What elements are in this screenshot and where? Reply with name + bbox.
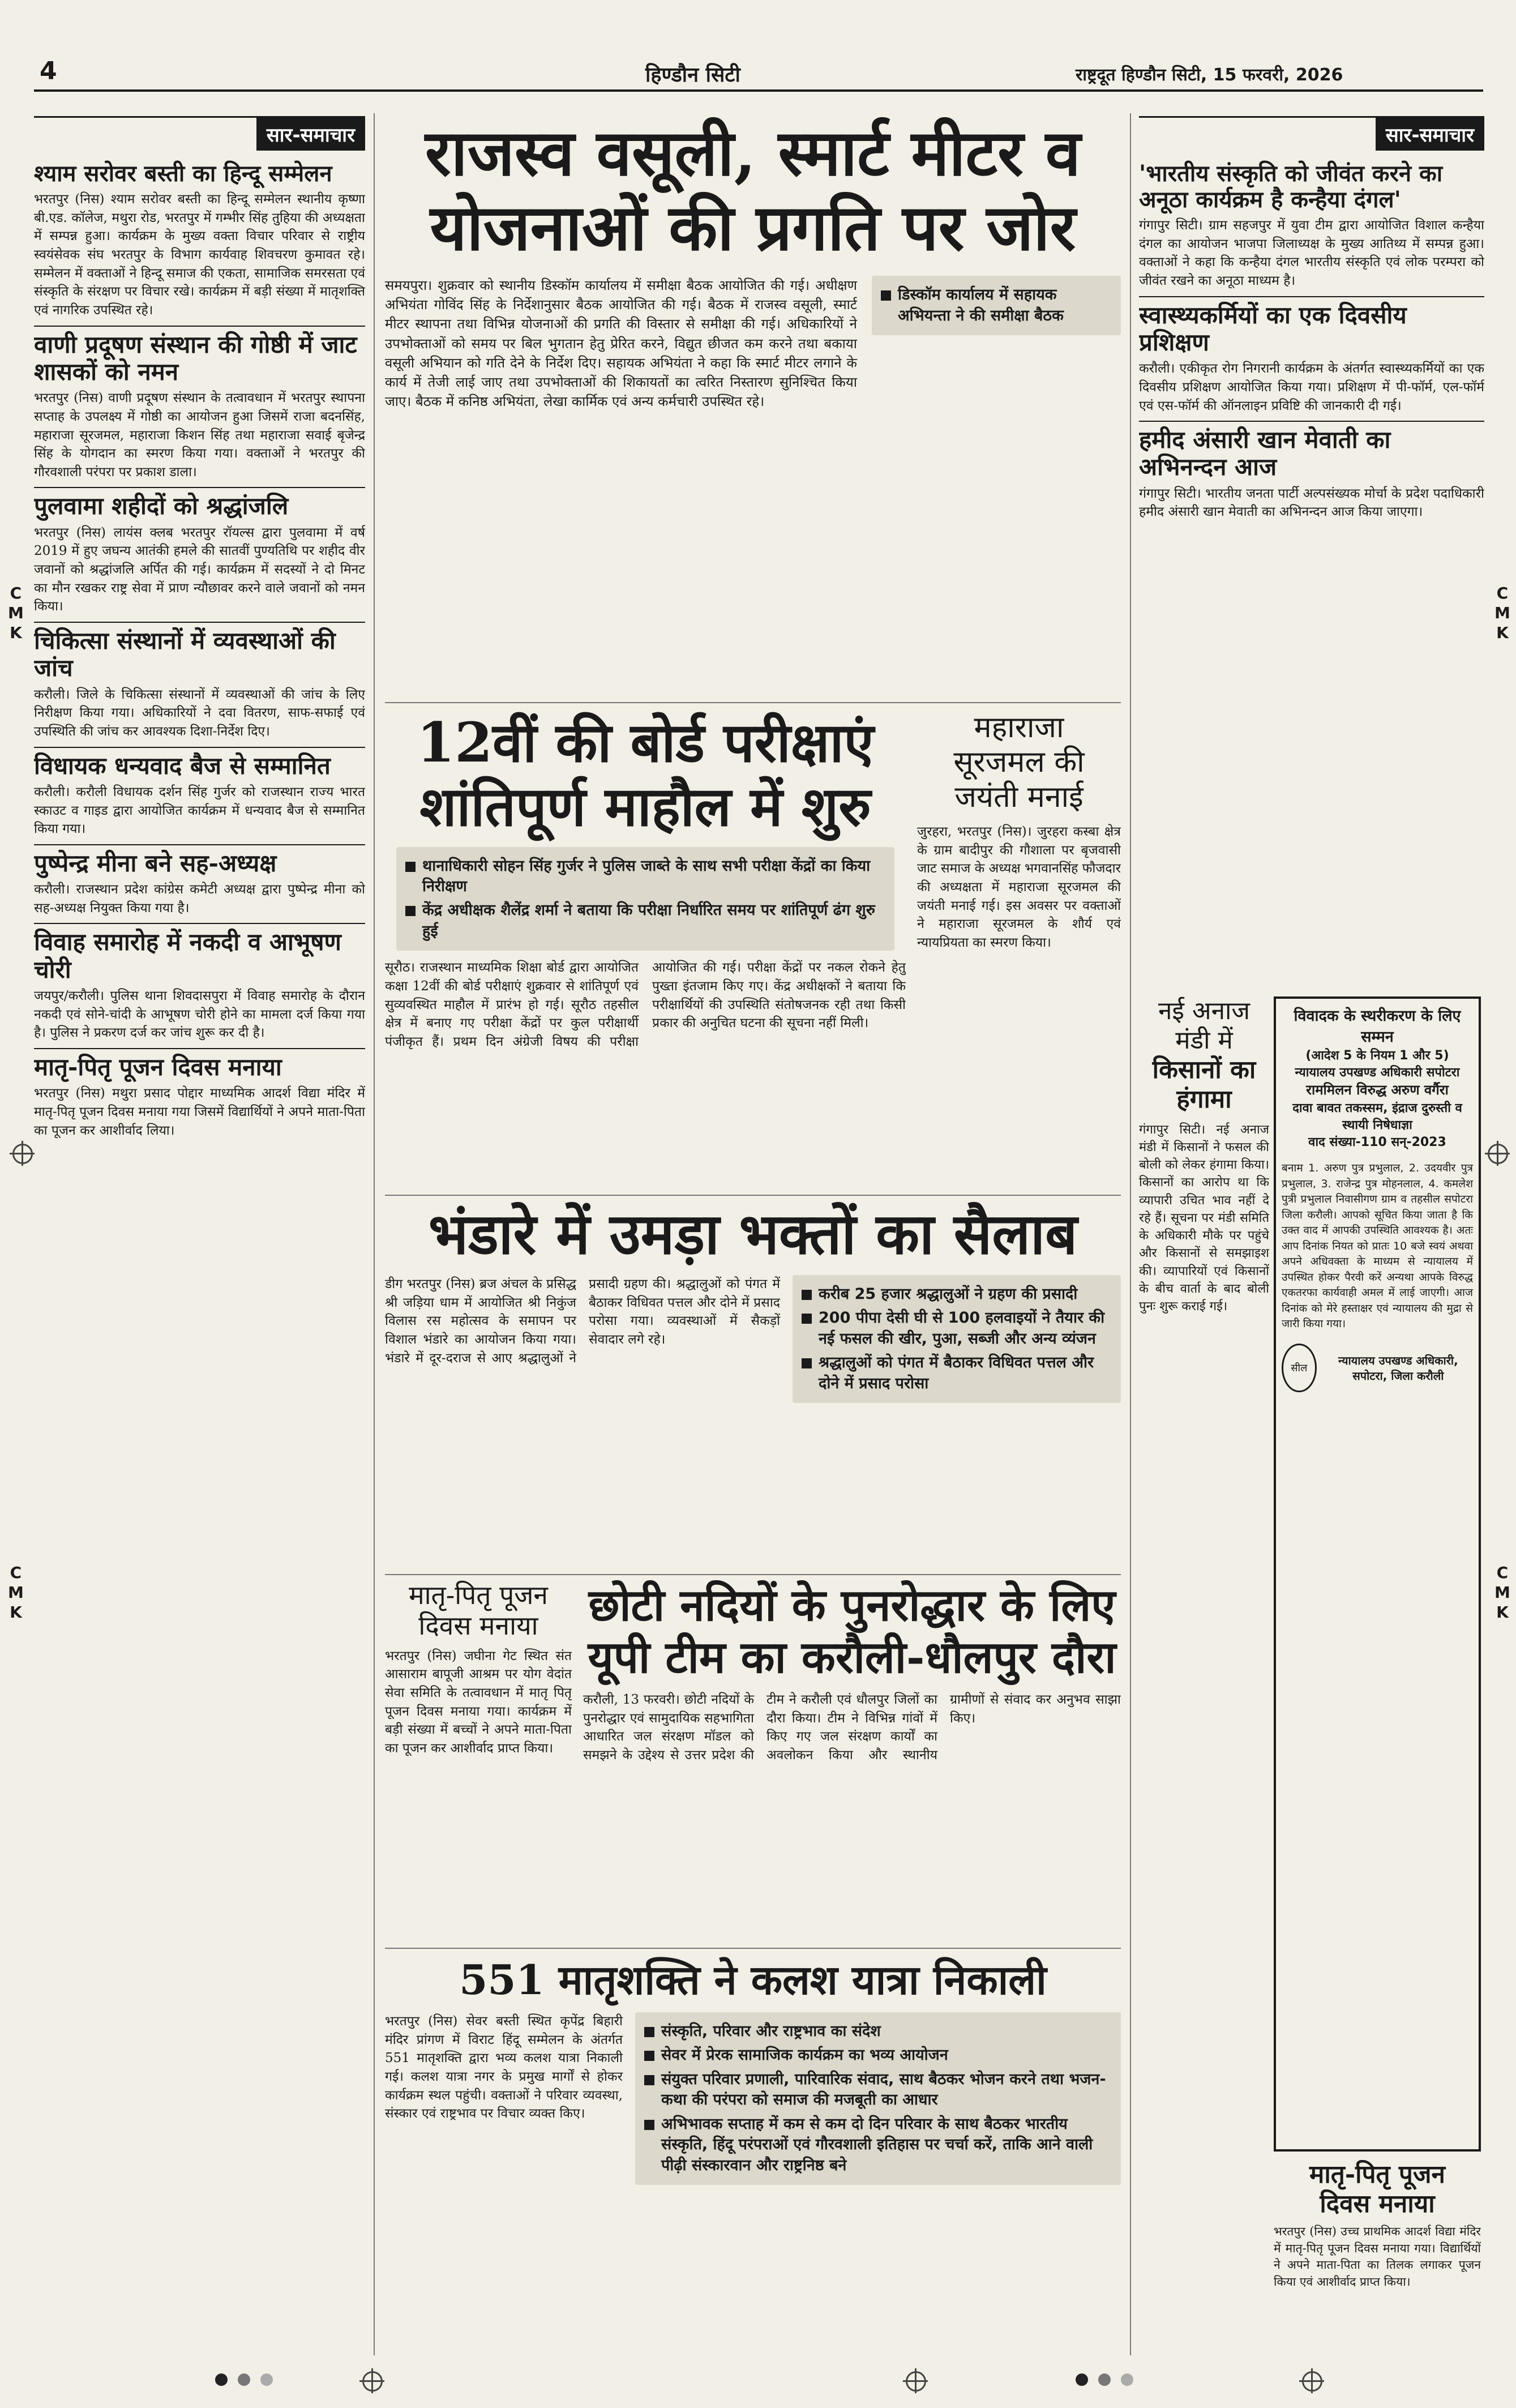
story-headline: पुलवामा शहीदों को श्रद्धांजलि <box>34 487 365 520</box>
rb-body: भरतपुर (निस) उच्च प्राथमिक आदर्श विद्या मंदिर में मातृ-पितृ पूजन दिवस मनाया गया। विद्यार्थियों ने अपने माता-पिता का तिलक लगाकर पूजन किया एवं आशीर्वाद प्राप्त किया। <box>1274 2224 1481 2289</box>
story-divider <box>385 1574 1121 1575</box>
story-body: गंगापुर सिटी। ग्राम सहजपुर में युवा टीम द्वारा आयोजित विशाल कन्हैया दंगल का आयोजन भाजपा जिलाध्यक्ष के मुख्य आतिथ्य में सम्पन्न हुआ। वक्ताओं ने कहा कि कन्हैया दंगल भारतीय संस्कृति एवं लोक परम्परा को जीवंत रखने का अनूठा माध्यम है। <box>1139 218 1484 288</box>
deck-item <box>802 1353 1112 1394</box>
color-dot <box>260 2373 273 2386</box>
color-dot <box>1076 2373 1088 2386</box>
story-headline: श्याम सरोवर बस्ती का हिन्दू सम्मेलन <box>34 160 332 187</box>
bhandara-headline: भंडारे में उमड़ा भक्तों का सैलाब <box>428 1200 1078 1267</box>
anaj-headline-line1: नई अनाज मंडी में <box>1158 996 1251 1055</box>
anaj-story <box>1139 996 1269 2355</box>
cmk-mark-right-lower: C M K <box>1494 1563 1510 1622</box>
matri-body: भरतपुर (निस) जघीना गेट स्थित संत आसाराम बापूजी आश्रम पर योग वेदांत सेवा समिति के तत्वावधान में मातृ पितृ पूजन दिवस मनाया गया। कार्यक्रम में बड़ी संख्या में बच्चों ने अपने माता-पिता का पूजन कर आशीर्वाद प्राप्त किया। <box>385 1648 572 1756</box>
bhandara-story <box>385 1200 1121 1568</box>
story <box>34 487 365 616</box>
story-body: भरतपुर (निस) मथुरा प्रसाद पोद्दार माध्यमिक आदर्श विद्या मंदिर में मातृ-पितृ पूजन दिवस मनाया गया जिसमें विद्यार्थियों ने अपने माता-पिता का पूजन कर आशीर्वाद लिया। <box>34 1086 365 1138</box>
deck-text: थानाधिकारी सोहन सिंह गुर्जर ने पुलिस जाब्ते के साथ सभी परीक्षा केंद्रों का किया निरीक्षण <box>422 857 871 895</box>
cmk-mark-right: C M K <box>1494 584 1510 642</box>
story <box>34 156 365 320</box>
registration-mark <box>906 2371 926 2392</box>
story-body: करौली। जिले के चिकित्सा संस्थानों में व्यवस्थाओं की जांच के लिए निरीक्षण किया गया। अधिकारियों ने दवा वितरण, साफ-सफाई एवं उपस्थिति की जांच कर आवश्यक दिशा-निर्देश दिए। <box>34 687 365 739</box>
story <box>34 1048 365 1140</box>
right-column <box>1139 116 1484 988</box>
deck-text: अभिभावक सप्ताह में कम से कम दो दिन परिवार के साथ बैठकर भारतीय संस्कृति, हिंदू परंपराओं एवं गौरवशाली इतिहास पर चर्चा करें, ताकि आने वाली पीढ़ी संस्कारवान और राष्ट्रनिष्ठ बने <box>661 2115 1093 2174</box>
deck-item <box>802 1284 1112 1304</box>
river-headline-line2: यूपी टीम का करौली-धौलपुर दौरा <box>588 1632 1116 1684</box>
notice-case: राममिलन विरुद्ध अरुण वर्गैरा <box>1306 1082 1449 1098</box>
story <box>1139 296 1484 416</box>
notice-subject: दावा बावत तकस्सम, इंद्राज दुरुस्ती व स्थायी निषेधाज्ञा <box>1292 1101 1462 1132</box>
color-dot <box>238 2373 250 2386</box>
jayanti-headline-line2: सूरजमल की <box>953 745 1085 780</box>
story-body: करौली। एकीकृत रोग निगरानी कार्यक्रम के अंतर्गत स्वास्थ्यकर्मियों का एक दिवसीय प्रशिक्षण आयोजित किया गया। प्रशिक्षण में पी-फॉर्म, एल-फॉर्म एवं एस-फॉर्म की ऑनलाइन प्रविष्टि की जानकारी दी गई। <box>1139 361 1484 413</box>
jayanti-story <box>917 711 1121 1186</box>
story-headline: स्वास्थ्यकर्मियों का एक दिवसीय प्रशिक्षण <box>1139 296 1484 357</box>
notice-body: बनाम 1. अरुण पुत्र प्रभुलाल, 2. उदयवीर पुत्र प्रभुलाल, 3. राजेन्द्र पुत्र मोहनलाल, 4. कमलेश पुत्री प्रभुलाल निवासीगण ग्राम व तहसील सपोटरा जिला करौली। आपको सूचित किया जाता है कि उक्त वाद में आपकी उपस्थिति आवश्यक है। अतः आप दिनांक नियत को प्रातः 10 बजे स्वयं अथवा अपने अधिवक्ता के माध्यम से न्यायालय में उपस्थित होकर पैरवी करें अन्यथा आपके विरुद्ध एकतरफा कार्यवाही अमल में लाई जाएगी। आज दिनांक को मेरे हस्ताक्षर एवं न्यायालय की मुद्रा से जारी किया गया। <box>1282 1162 1473 1331</box>
dateline: राष्ट्रदूत हिण्डौन सिटी, 15 फरवरी, 2026 <box>1076 65 1343 85</box>
column-divider <box>1130 113 1131 2355</box>
bullet-square-icon <box>881 290 891 301</box>
right-bottom-story <box>1274 2160 1481 2355</box>
story-headline: विवाह समारोह में नकदी व आभूषण चोरी <box>34 923 365 983</box>
registration-mark <box>1302 2371 1322 2392</box>
anaj-body: गंगापुर सिटी। नई अनाज मंडी में किसानों ने फसल की बोली को लेकर हंगामा किया। किसानों का आरोप था कि व्यापारी उचित भाव नहीं दे रहे हैं। सूचना पर मंडी समिति के अधिकारी मौके पर पहुंचे और किसानों से समझाइश की। व्यापारियों एवं किसानों के बीच वार्ता के बाद बोली पुनः शुरू कराई गई। <box>1139 1122 1269 1314</box>
cmk-mark-left: C M K <box>8 584 24 642</box>
deck-text: सेवर में प्रेरक सामाजिक कार्यक्रम का भव्य आयोजन <box>661 2046 948 2064</box>
kalash-story <box>385 1956 1121 2355</box>
bullet-square-icon <box>802 1290 812 1300</box>
story-headline: पुष्पेन्द्र मीना बने सह-अध्यक्ष <box>34 844 365 877</box>
matri-story <box>385 1580 572 1942</box>
story-divider <box>385 1948 1121 1949</box>
story-headline: चिकित्सा संस्थानों में व्यवस्थाओं की जांच <box>34 622 365 682</box>
story-headline: विधायक धन्यवाद बैज से सम्मानित <box>34 747 365 780</box>
bullet-square-icon <box>405 906 416 916</box>
rb-headline-line2: दिवस मनाया <box>1320 2189 1435 2218</box>
exam-deck <box>396 847 894 951</box>
page-number: 4 <box>40 57 57 85</box>
story <box>34 844 365 918</box>
masthead: हिण्डौन सिटी <box>645 63 740 87</box>
rb-headline-line1: मातृ-पितृ पूजन <box>1309 2160 1445 2189</box>
story-body: करौली। करौली विधायक दर्शन सिंह गुर्जर को राजस्थान राज्य भारत स्काउट व गाइड द्वारा आयोजित कार्यक्रम में धन्यवाद बैज से सम्मानित किया गया। <box>34 784 365 837</box>
matri-headline-line2: दिवस मनाया <box>418 1610 538 1641</box>
kalash-headline: 551 मातृशक्ति ने कलश यात्रा निकाली <box>459 1956 1047 2004</box>
bullet-square-icon <box>802 1314 812 1324</box>
jayanti-headline-line3: जयंती मनाई <box>954 780 1084 814</box>
river-body: करौली, 13 फरवरी। छोटी नदियों के पुनरोद्धार एवं सामुदायिक सहभागिता आधारित जल संरक्षण मॉडल को समझने के उद्देश्य से उत्तर प्रदेश की टीम ने करौली एवं धौलपुर जिलों का दौरा किया। टीम ने विभिन्न गांवों में किए गए जल संरक्षण कार्यों का अवलोकन किया और स्थानीय ग्रामीणों से संवाद कर अनुभव साझा किए। <box>583 1692 1121 1763</box>
matri-headline-line1: मातृ-पितृ पूजन <box>409 1580 548 1610</box>
river-headline-line1: छोटी नदियों के पुनरोद्धार के लिए <box>588 1580 1116 1631</box>
story-body: करौली। राजस्थान प्रदेश कांग्रेस कमेटी अध्यक्ष द्वारा पुष्पेन्द्र मीना को सह-अध्यक्ष नियुक्त किया गया है। <box>34 882 365 916</box>
bullet-square-icon <box>644 2051 654 2061</box>
notice-subtitle: (आदेश 5 के नियम 1 और 5) <box>1305 1049 1449 1063</box>
story <box>34 622 365 741</box>
lead-story <box>385 116 1121 699</box>
deck-item <box>881 285 1112 326</box>
story-body: गंगापुर सिटी। भारतीय जनता पार्टी अल्पसंख्यक मोर्चा के प्रदेश पदाधिकारी हमीद अंसारी खान मेवाती का अभिनन्दन आज किया जाएगा। <box>1139 486 1484 520</box>
court-seal: सील <box>1282 1344 1317 1392</box>
deck-item <box>644 2069 1112 2111</box>
story-body: जयपुर/करौली। पुलिस थाना शिवदासपुरा में विवाह समारोह के दौरान नकदी एवं सोने-चांदी के आभूषण चोरी होने का मामला दर्ज किया गया है। पुलिस ने प्रकरण दर्ज कर जांच शुरू कर दी है। <box>34 989 365 1041</box>
kalash-body: भरतपुर (निस) सेवर बस्ती स्थित कृपेंद्र बिहारी मंदिर प्रांगण में विराट हिंदू सम्मेलन के अंतर्गत 551 मातृशक्ति द्वारा भव्य कलश यात्रा निकाली गई। कलश यात्रा नगर के प्रमुख मार्गों से होकर कार्यक्रम स्थल पहुंची। वक्ताओं ने परिवार व्यवस्था, संस्कार एवं राष्ट्रभाव पर विचार व्यक्त किए। <box>385 2013 623 2122</box>
notice-court: न्यायालय उपखण्ड अधिकारी सपोटरा <box>1295 1066 1460 1080</box>
story-divider <box>385 1195 1121 1196</box>
registration-mark <box>1488 1144 1508 1164</box>
lead-deck <box>872 276 1121 335</box>
deck-item <box>405 900 885 942</box>
exam-headline-line2: शांतिपूर्ण माहौल में शुरु <box>419 775 871 839</box>
registration-mark <box>12 1144 33 1164</box>
legal-notice <box>1274 996 1481 2152</box>
anaj-headline-line2: किसानों का हंगामा <box>1152 1055 1256 1114</box>
deck-text: 200 पीपा देसी घी से 100 हलवाइयों ने तैयार की नई फसल की खीर, पुआ, सब्जी और अन्य व्यंजन <box>819 1309 1105 1348</box>
deck-text: करीब 25 हजार श्रद्धालुओं ने ग्रहण की प्रसादी <box>819 1285 1078 1303</box>
story-headline: 'भारतीय संस्कृति को जीवंत करने का अनूठा कार्यक्रम है कन्हैया दंगल' <box>1139 160 1443 213</box>
deck-item <box>802 1308 1112 1349</box>
registration-mark <box>362 2371 383 2392</box>
bhandara-body: डीग भरतपुर (निस) ब्रज अंचल के प्रसिद्ध श्री जड़िया धाम में आयोजित श्री निकुंज विलास रस महोत्सव के समापन पर विशाल भंडारे का आयोजन किया गया। भंडारे में दूर-दराज से आए श्रद्धालुओं ने प्रसादी ग्रहण की। श्रद्धालुओं को पंगत में बैठाकर विधिवत पत्तल और दोने में प्रसाद परोसा गया। व्यवस्थाओं में सैकड़ों सेवादार लगे रहे। <box>385 1277 780 1366</box>
lead-headline-line2: योजनाओं की प्रगति पर जोर <box>430 191 1076 266</box>
section-label: सार-समाचार <box>1376 118 1484 151</box>
bullet-square-icon <box>644 2027 654 2037</box>
deck-item <box>644 2045 1112 2065</box>
deck-text: संयुक्त परिवार प्रणाली, पारिवारिक संवाद, साथ बैठकर भोजन करने तथा भजन-कथा की परंपरा को समाज की मजबूती का आधार <box>661 2070 1106 2109</box>
section-label: सार-समाचार <box>256 118 365 151</box>
deck-text: केंद्र अधीक्षक शैलेंद्र शर्मा ने बताया कि परीक्षा निर्धारित समय पर शांतिपूर्ण ढंग शुरु हुई <box>422 901 875 940</box>
exam-headline-line1: 12वीं की बोर्ड परीक्षाएं <box>417 711 874 775</box>
bullet-square-icon <box>405 862 416 872</box>
story-body: भरतपुर (निस) वाणी प्रदूषण संस्थान के तत्वावधान में भरतपुर स्थापना सप्ताह के उपलक्ष्य में गोष्ठी का आयोजन हुआ जिसमें राजा बदनसिंह, महाराजा सूरजमल, महाराजा किशन सिंह तथा महाराजा सवाई बृजेन्द्र सिंह के योगदान का स्मरण किया गया। वक्ताओं ने भरतपुर की गौरवशाली परंपरा पर प्रकाश डाला। <box>34 391 365 480</box>
story <box>34 326 365 482</box>
story-headline: मातृ-पितृ पूजन दिवस मनाया <box>34 1048 365 1081</box>
story-headline: वाणी प्रदूषण संस्थान की गोष्ठी में जाट शासकों को नमन <box>34 326 365 386</box>
lead-body: समयपुरा। शुक्रवार को स्थानीय डिस्कॉम कार्यालय में समीक्षा बैठक आयोजित की गई। अधीक्षण अभियंता गोविंद सिंह के निर्देशानुसार बैठक आयोजित की गई। बैठक में राजस्व वसूली, स्मार्ट मीटर स्थापना तथा विभिन्न योजनाओं की प्रगति की विस्तार से समीक्षा की गई। अधिकारियों ने उपभोक्ताओं को समय पर बिल भुगतान हेतु प्रेरित करने, विद्युत छीजत कम करने तथा बकाया वसूली अभियान को गति देने के निर्देश दिए। सहायक अभियंता ने कहा कि स्मार्ट मीटर लगाने के कार्य में तेजी लाई जाए तथा उपभोक्ताओं की शिकायतों का त्वरित निस्तारण सुनिश्चित किया जाए। बैठक में कनिष्ठ अभियंता, लेखा कार्मिक एवं अन्य कर्मचारी उपस्थित रहे। <box>385 277 857 409</box>
bhandara-deck <box>793 1275 1121 1403</box>
cmk-mark-left-lower: C M K <box>8 1563 24 1622</box>
deck-item <box>644 2114 1112 2176</box>
lead-headline-line1: राजस्व वसूली, स्मार्ट मीटर व <box>425 116 1081 190</box>
left-column <box>34 116 365 2358</box>
story-body: भरतपुर (निस) लायंस क्लब भरतपुर रॉयल्स द्वारा पुलवामा में वर्ष 2019 में हुए जघन्य आतंकी हमले की सातवीं पुण्यतिथि पर शहीद वीर जवानों को श्रद्धांजलि अर्पित की गई। कार्यक्रम में सदस्यों ने दो मिनट का मौन रखकर राष्ट्र सेवा में प्राण न्यौछावर करने वाले जवानों को नमन किया। <box>34 525 365 614</box>
notice-title: विवादक के स्थरीकरण के लिए सम्मन <box>1294 1007 1461 1046</box>
bullet-square-icon <box>644 2075 654 2085</box>
river-story <box>583 1580 1121 1942</box>
story-headline: हमीद अंसारी खान मेवाती का अभिनन्दन आज <box>1139 421 1484 481</box>
column-divider <box>374 113 375 2355</box>
notice-case-no: वाद संख्या-110 सन्-2023 <box>1308 1135 1446 1149</box>
story <box>1139 156 1484 290</box>
story <box>34 923 365 1042</box>
color-dot <box>1121 2373 1133 2386</box>
story-body: भरतपुर (निस) श्याम सरोवर बस्ती का हिन्दू सम्मेलन स्थानीय कृष्णा बी.एड. कॉलेज, मथुरा रोड, भरतपुर में गम्भीर सिंह तुहिया की अध्यक्षता में सम्पन्न हुआ। कार्यक्रम के मुख्य वक्ता विचार परिवार से राष्ट्रीय स्वयंसेवक संघ भरतपुर के विभाग कार्यवाह शिवचरण कुमावत रहे। सम्मेलन में वक्ताओं ने हिन्दू समाज की एकता, सामाजिक समरसता एवं संस्कृति के संरक्षण पर विचार रखे। कार्यक्रम में बड़ी संख्या में मातृशक्ति एवं नागरिक उपस्थित रहे। <box>34 192 365 318</box>
jayanti-headline-line1: महाराजा <box>974 711 1064 745</box>
exam-body: सूरौठ। राजस्थान माध्यमिक शिक्षा बोर्ड द्वारा आयोजित कक्षा 12वीं की बोर्ड परीक्षाएं शुक्रवार से शांतिपूर्ण एवं सुव्यवस्थित माहौल में प्रारंभ हो गई। सूरौठ तहसील क्षेत्र में बनाए गए परीक्षा केंद्रों पर कुल परीक्षार्थी पंजीकृत हैं। प्रथम दिन अंग्रेजी विषय की परीक्षा आयोजित की गई। परीक्षा केंद्रों पर नकल रोकने हेतु पुख्ता इंतजाम किए गए। केंद्र अधीक्षकों ने बताया कि परीक्षार्थियों की उपस्थिति संतोषजनक रही तथा किसी प्रकार की अनुचित घटना की सूचना नहीं मिली। <box>385 960 906 1049</box>
deck-text: संस्कृति, परिवार और राष्ट्रभाव का संदेश <box>661 2022 881 2040</box>
exam-story <box>385 711 906 1186</box>
deck-item <box>644 2021 1112 2042</box>
deck-item <box>405 856 885 897</box>
color-dot <box>215 2373 228 2386</box>
notice-signature: न्यायालय उपखण्ड अधिकारी, सपोटरा, जिला करौली <box>1338 1354 1458 1383</box>
story <box>34 747 365 839</box>
jayanti-body: जुरहरा, भरतपुर (निस)। जुरहरा कस्बा क्षेत्र के ग्राम बादीपुर की गौशाला पर बृजवासी जाट समाज के अध्यक्ष भगवानसिंह फौजदार की अध्यक्षता में महाराजा सूरजमल की जयंती मनाई गई। इस अवसर पर वक्ताओं ने महाराजा सूरजमल के शौर्य एवं न्यायप्रियता का स्मरण किया। <box>917 824 1121 951</box>
bullet-square-icon <box>802 1358 812 1368</box>
bullet-square-icon <box>644 2120 654 2130</box>
color-dot <box>1098 2373 1111 2386</box>
story <box>1139 421 1484 521</box>
deck-text: श्रद्धालुओं को पंगत में बैठाकर विधिवत पत्तल और दोने में प्रसाद परोसा <box>819 1354 1094 1392</box>
kalash-deck <box>635 2012 1121 2185</box>
story-divider <box>385 702 1121 703</box>
deck-text: डिस्कॉम कार्यालय में सहायक अभियन्ता ने की समीक्षा बैठक <box>898 286 1064 324</box>
